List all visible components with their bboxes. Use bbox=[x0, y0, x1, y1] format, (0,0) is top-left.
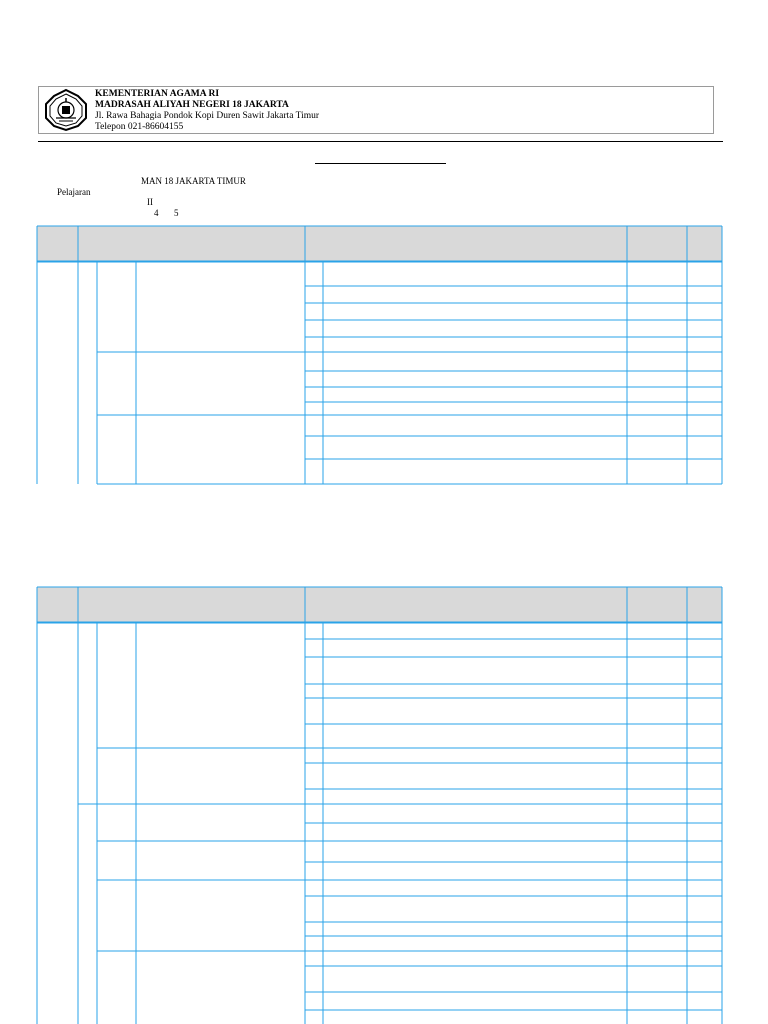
kop-address: Jl. Rawa Bahagia Pondok Kopi Duren Sawit Jakarta Timur bbox=[95, 111, 320, 121]
table-2 bbox=[37, 587, 722, 1024]
table-1-header bbox=[37, 226, 722, 261]
kop-phone: Telepon 021-86604155 bbox=[95, 122, 184, 132]
info-school: MAN 18 JAKARTA TIMUR bbox=[141, 176, 246, 186]
info-semester: II bbox=[147, 197, 153, 207]
kop-ministry: KEMENTERIAN AGAMA RI bbox=[95, 89, 220, 99]
info-subject-label: Pelajaran bbox=[57, 187, 91, 197]
info-number-a: 4 bbox=[154, 208, 159, 218]
kop-school: MADRASAH ALIYAH NEGERI 18 JAKARTA bbox=[95, 100, 289, 110]
table-2-header bbox=[37, 587, 722, 622]
table-1 bbox=[37, 226, 722, 484]
info-number-b: 5 bbox=[174, 208, 179, 218]
